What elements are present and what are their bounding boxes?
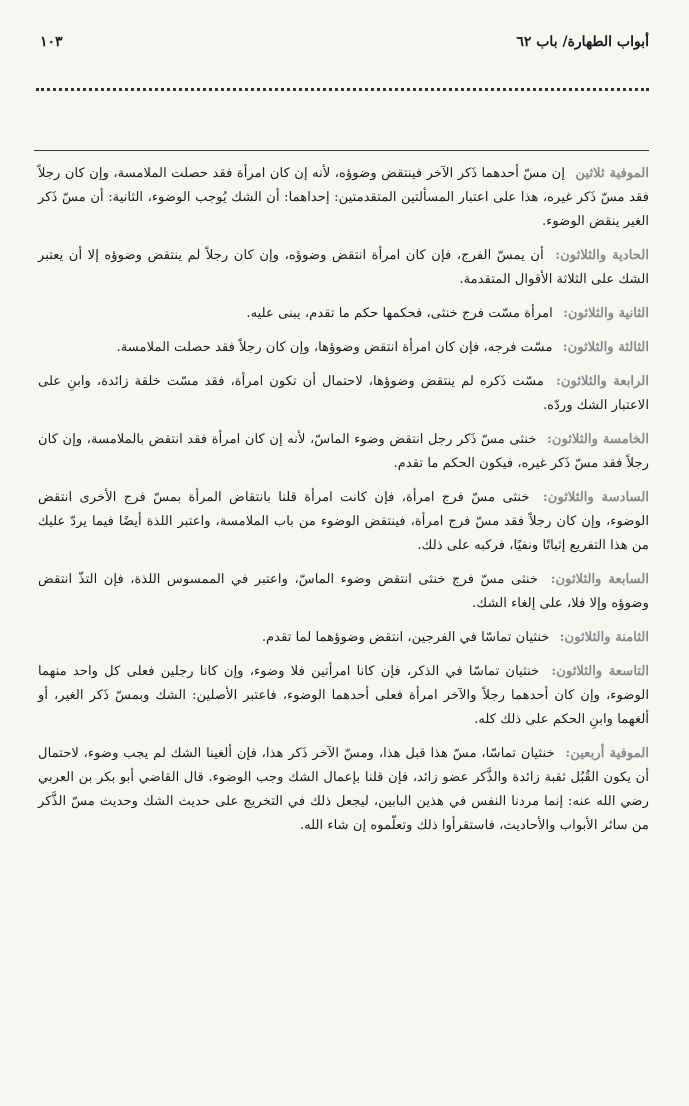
paragraph-7 [38, 486, 649, 558]
paragraph-heading: الرابعة والثلاثون: [555, 374, 649, 389]
horizontal-rule [34, 150, 649, 151]
paragraph-text: خنثيان تماسّا في الفرجين، انتقض وضوؤهما لما تقدم. [261, 630, 550, 645]
paragraph-3 [38, 302, 649, 326]
paragraph-heading: الموفية ثلاثين [575, 166, 649, 181]
paragraph-heading: الحادية والثلاثون: [555, 248, 649, 263]
dotted-divider [36, 88, 649, 91]
chapter-title: أبواب الطهارة/ باب ٦٢ [516, 34, 649, 50]
paragraph-heading: السابعة والثلاثون: [550, 572, 649, 587]
paragraph-9 [38, 626, 649, 650]
paragraph-text: امرأة مسّت فرج خنثى، فحكمها حكم ما تقدم، يبنى عليه. [246, 306, 553, 321]
paragraph-heading: الثامنة والثلاثون: [559, 630, 649, 645]
body-text [38, 162, 649, 848]
paragraph-text: أن يمسّ الفرج، فإن كان امرأة انتقض وضوؤه، وإن كان رجلاً لم ينتقض وضوؤه إلا أن يعتبر الشك على الثلاثة الأقوال المتقدمة. [38, 248, 649, 287]
paragraph-text: مسّت ذَكره لم ينتقض وضوؤها، لاحتمال أن تكون امرأة، فقد مسّت خلقة زائدة، وابنِ على الاعتبار الشك وردّه. [38, 374, 649, 413]
paragraph-text: إن مسّ أحدهما ذَكر الآخر فينتقض وضوؤه، لأنه إن كان امرأة فقد حصلت الملامسة، وإن كان رجلاً فقد مسّ ذَكر غيره، هذا على اعتبار المسألتين المتقدمتين: إحداهما: أن الشك يُوجب الوضوء، الثانية: أن مسّ ذَكر الغير ينقض الوضوء. [38, 166, 649, 229]
paragraph-heading: الموفية أربعين: [565, 746, 650, 761]
running-header [40, 34, 649, 56]
paragraph-heading: الخامسة والثلاثون: [547, 432, 649, 447]
paragraph-6 [38, 428, 649, 476]
paragraph-11 [38, 742, 649, 838]
paragraph-text: خنثيان تماسّا، مسّ هذا قبل هذا، ومسّ الآخر ذَكر هذا، فإن ألغينا الشك لم يجب وضوء، لاحتمال أن يكون القُبُل ثقبة زائدة والذَّكر عضو زائد، فإن قلنا بإعمال الشك وجب الوضوء. قال القاضي أبو بكر بن العربي رضي الله عنه: إنما مردنا النفس في هذين البابين، ليجعل ذلك في التخريج على حديث الشك وحديث مسّ الذَّكر من سائر الأبواب والأحاديث، فاستقرأوا ذلك وتعلّموه إن شاء الله. [38, 746, 649, 833]
paragraph-text: خنثى مسّ فرج امرأة، فإن كانت امرأة قلنا بانتقاض المرأة بمسّ فرج الأخرى انتقض الوضوء، وإن كان رجلاً فقد مسّ فرج امرأة، فينتقض الوضوء من باب الملامسة، واعتبر اللذة أيضًا فيما يردّ عليك من هذا التفريع إثباتًا ونفيًا، فركبه على ذلك. [38, 490, 649, 553]
paragraph-1 [38, 162, 649, 234]
paragraph-text: خنثى مسّ ذَكر رجل انتقض وضوء الماسّ، لأنه إن كان امرأة فقد انتقض بالملامسة، وإن كان رجلاً فقد مسّ ذَكر غيره، فيكون الحكم ما تقدم. [38, 432, 649, 471]
paragraph-8 [38, 568, 649, 616]
paragraph-heading: الثالثة والثلاثون: [562, 340, 649, 355]
paragraph-heading: التاسعة والثلاثون: [551, 664, 650, 679]
paragraph-text: مسّت فرجه، فإن كان امرأة انتقض وضوؤها، وإن كان رجلاً فقد حصلت الملامسة. [116, 340, 553, 355]
paragraph-4 [38, 336, 649, 360]
paragraph-2 [38, 244, 649, 292]
paragraph-5 [38, 370, 649, 418]
page-number: ١٠٣ [40, 34, 63, 50]
paragraph-heading: السادسة والثلاثون: [542, 490, 649, 505]
paragraph-10 [38, 660, 649, 732]
paragraph-text: خنثى مسّ فرج خنثى انتقض وضوء الماسّ، واعتبر في الممسوس اللذة، فإن التذّ انتقض وضوؤه وإلا فلا، على إلغاء الشك. [38, 572, 649, 611]
paragraph-text: خنثيان تماسّا في الذكر، فإن كانا امرأتين فلا وضوء، وإن كانا رجلين فعلى كل واحد منهما الوضوء، وإن كان أحدهما رجلاً والآخر امرأة فعلى أحدهما الوضوء، فاعتبر الأصلين: الشك وبمسّ ذَكر الغير، أو ألغهما وابنِ الحكم على ذلك كله. [38, 664, 649, 727]
paragraph-heading: الثانية والثلاثون: [563, 306, 649, 321]
